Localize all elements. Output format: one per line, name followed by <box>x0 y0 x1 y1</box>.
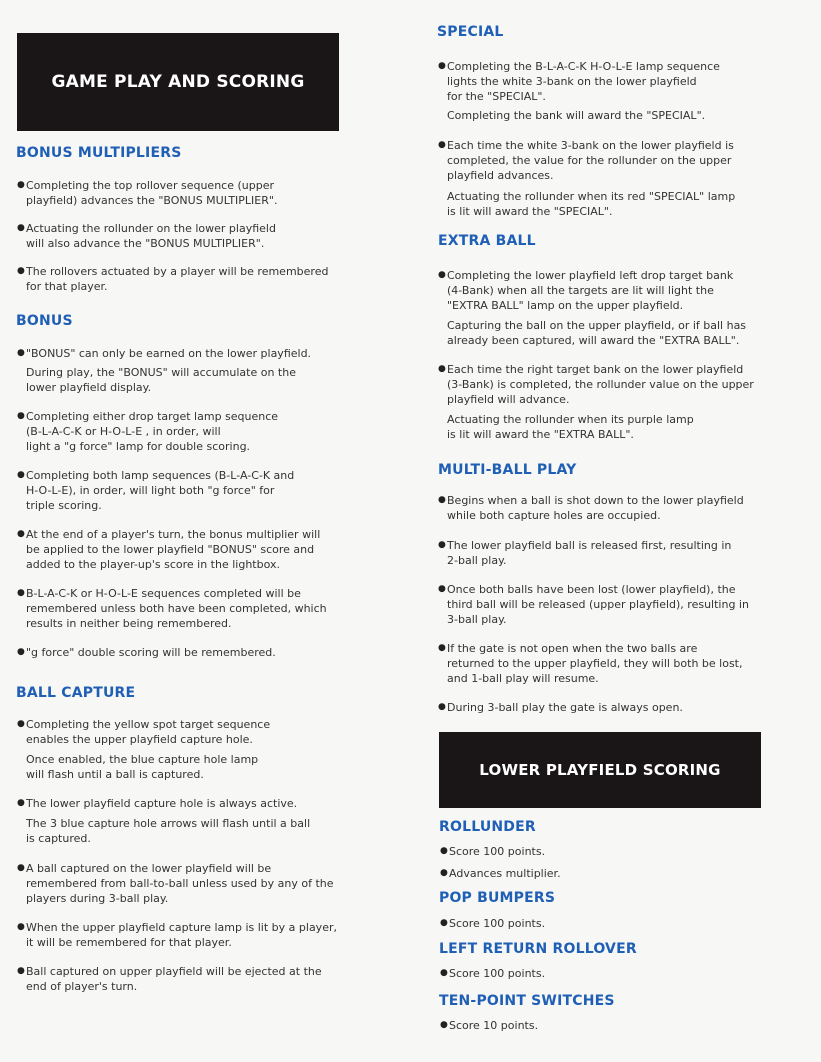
bullet: ● <box>17 922 25 932</box>
special-item-1-line-1: Completing the B-L-A-C-K H-O-L-E lamp sequence <box>447 60 720 73</box>
bullet: ● <box>17 180 25 190</box>
bonus-heading: BONUS <box>16 313 73 329</box>
game-play-banner <box>17 33 339 131</box>
extra-ball-item-2-line-1: Capturing the ball on the upper playfield, or if ball has <box>447 319 747 332</box>
bullet: ● <box>440 1020 448 1030</box>
special-heading: SPECIAL <box>437 24 504 40</box>
bullet: ● <box>440 968 448 978</box>
special-item-4-line-2: is lit will award the "SPECIAL". <box>447 205 613 218</box>
special-item-1-line-2: lights the white 3-bank on the lower playfield <box>447 75 697 88</box>
bullet: ● <box>438 495 446 505</box>
bonus-item-4-line-1: Completing both lamp sequences (B-L-A-C-K and <box>26 469 295 482</box>
bullet: ● <box>438 364 446 374</box>
bullet: ● <box>17 223 25 233</box>
bullet: ● <box>17 411 25 421</box>
bullet: ● <box>438 61 446 71</box>
special-item-3-line-2: completed, the value for the rollunder on the upper <box>447 154 732 167</box>
bullet: ● <box>438 702 446 712</box>
bullet: ● <box>17 588 25 598</box>
extra-ball-item-1-line-1: Completing the lower playfield left drop target bank <box>447 269 734 282</box>
extra-ball-item-3-line-3: playfield will advance. <box>447 393 570 406</box>
extra-ball-item-1-line-3: "EXTRA BALL" lamp on the upper playfield. <box>447 299 684 312</box>
bonus-item-3-line-3: light a "g force" lamp for double scoring. <box>26 440 251 453</box>
bonus-item-7-line-1: "g force" double scoring will be remembered. <box>26 646 276 659</box>
lower-playfield-banner-title: LOWER PLAYFIELD SCORING <box>479 761 721 779</box>
bullet: ● <box>438 540 446 550</box>
bullet: ● <box>17 266 25 276</box>
multi-ball-item-2-line-2: 2-ball play. <box>447 554 507 567</box>
bullet: ● <box>17 348 25 358</box>
bonus-item-5-line-3: added to the player-up's score in the lightbox. <box>26 558 280 571</box>
multi-ball-item-4-line-1: If the gate is not open when the two balls are <box>447 642 698 655</box>
multi-ball-item-1-line-2: while both capture holes are occupied. <box>447 509 661 522</box>
bullet: ● <box>17 719 25 729</box>
special-item-1-line-3: for the "SPECIAL". <box>447 90 546 103</box>
bonus-multipliers-item-2-line-1: Actuating the rollunder on the lower playfield <box>26 222 276 235</box>
game-play-banner-title: GAME PLAY AND SCORING <box>51 72 305 92</box>
bonus-item-1-line-1: "BONUS" can only be earned on the lower playfield. <box>26 347 312 360</box>
bullet: ● <box>438 643 446 653</box>
ten-point-item-1: Score 10 points. <box>449 1019 539 1032</box>
extra-ball-item-4-line-2: is lit will award the "EXTRA BALL". <box>447 428 634 441</box>
ball-capture-item-6-line-2: it will be remembered for that player. <box>26 936 232 949</box>
ball-capture-item-2-line-2: will flash until a ball is captured. <box>26 768 204 781</box>
ball-capture-item-5-line-2: remembered from ball-to-ball unless used by any of the <box>26 877 334 890</box>
bonus-item-4-line-3: triple scoring. <box>26 499 102 512</box>
multi-ball-item-4-line-2: returned to the upper playfield, they will both be lost, <box>447 657 743 670</box>
ball-capture-item-7-line-2: end of player's turn. <box>26 980 138 993</box>
extra-ball-item-3-line-2: (3-Bank) is completed, the rollunder value on the upper <box>447 378 754 391</box>
bullet: ● <box>17 647 25 657</box>
bonus-item-6-line-1: B-L-A-C-K or H-O-L-E sequences completed will be <box>26 587 301 600</box>
extra-ball-item-3-line-1: Each time the right target bank on the lower playfield <box>447 363 744 376</box>
bullet: ● <box>440 846 448 856</box>
bonus-multipliers-item-1-line-2: playfield) advances the "BONUS MULTIPLIER". <box>26 194 278 207</box>
multi-ball-item-4-line-3: and 1-ball play will resume. <box>447 672 599 685</box>
rollunder-item-2: Advances multiplier. <box>449 867 561 880</box>
bonus-item-5-line-1: At the end of a player's turn, the bonus multiplier will <box>26 528 321 541</box>
bonus-multipliers-item-3-line-1: The rollovers actuated by a player will be remembered <box>26 265 329 278</box>
ball-capture-item-5-line-3: players during 3-ball play. <box>26 892 169 905</box>
multi-ball-item-3-line-1: Once both balls have been lost (lower playfield), the <box>447 583 736 596</box>
ball-capture-item-5-line-1: A ball captured on the lower playfield will be <box>26 862 272 875</box>
extra-ball-item-2-line-2: already been captured, will award the "EXTRA BALL". <box>447 334 740 347</box>
rollunder-item-1: Score 100 points. <box>449 845 546 858</box>
bullet: ● <box>17 529 25 539</box>
bonus-multipliers-item-1-line-1: Completing the top rollover sequence (upper <box>26 179 274 192</box>
bonus-multipliers-heading: BONUS MULTIPLIERS <box>16 145 182 161</box>
ball-capture-item-2-line-1: Once enabled, the blue capture hole lamp <box>26 753 259 766</box>
left-return-heading: LEFT RETURN ROLLOVER <box>439 941 637 957</box>
multi-ball-item-5-line-1: During 3-ball play the gate is always open. <box>447 701 683 714</box>
bullet: ● <box>17 966 25 976</box>
bonus-multipliers-item-2-line-2: will also advance the "BONUS MULTIPLIER". <box>26 237 265 250</box>
bullet: ● <box>438 270 446 280</box>
bullet: ● <box>438 140 446 150</box>
extra-ball-heading: EXTRA BALL <box>438 233 536 249</box>
rollunder-heading: ROLLUNDER <box>439 819 536 835</box>
bullet: ● <box>440 868 448 878</box>
ball-capture-item-1-line-1: Completing the yellow spot target sequence <box>26 718 271 731</box>
multi-ball-item-2-line-1: The lower playfield ball is released first, resulting in <box>447 539 732 552</box>
special-item-3-line-1: Each time the white 3-bank on the lower playfield is <box>447 139 734 152</box>
special-item-4-line-1: Actuating the rollunder when its red "SPECIAL" lamp <box>447 190 736 203</box>
bullet: ● <box>17 798 25 808</box>
multi-ball-item-3-line-2: third ball will be released (upper playfield), resulting in <box>447 598 749 611</box>
bonus-item-2-line-2: lower playfield display. <box>26 381 152 394</box>
bonus-item-6-line-3: results in neither being remembered. <box>26 617 232 630</box>
bonus-item-5-line-2: be applied to the lower playfield "BONUS" score and <box>26 543 315 556</box>
bullet: ● <box>440 918 448 928</box>
pop-bumpers-item-1: Score 100 points. <box>449 917 546 930</box>
ten-point-heading: TEN-POINT SWITCHES <box>439 993 615 1009</box>
multi-ball-item-3-line-3: 3-ball play. <box>447 613 507 626</box>
multi-ball-heading: MULTI-BALL PLAY <box>438 462 577 478</box>
bullet: ● <box>438 584 446 594</box>
ball-capture-item-4-line-2: is captured. <box>26 832 91 845</box>
bonus-multipliers-item-3-line-2: for that player. <box>26 280 108 293</box>
bullet: ● <box>17 863 25 873</box>
bonus-item-4-line-2: H-O-L-E), in order, will light both "g force" for <box>26 484 275 497</box>
pop-bumpers-heading: POP BUMPERS <box>439 890 556 906</box>
special-item-2-line-1: Completing the bank will award the "SPECIAL". <box>447 109 706 122</box>
bonus-item-6-line-2: remembered unless both have been completed, which <box>26 602 327 615</box>
left-return-item-1: Score 100 points. <box>449 967 546 980</box>
ball-capture-item-3-line-1: The lower playfield capture hole is always active. <box>26 797 298 810</box>
bullet: ● <box>17 470 25 480</box>
bonus-item-3-line-2: (B-L-A-C-K or H-O-L-E , in order, will <box>26 425 221 438</box>
multi-ball-item-1-line-1: Begins when a ball is shot down to the lower playfield <box>447 494 744 507</box>
ball-capture-item-4-line-1: The 3 blue capture hole arrows will flash until a ball <box>26 817 311 830</box>
extra-ball-item-4-line-1: Actuating the rollunder when its purple lamp <box>447 413 694 426</box>
ball-capture-item-1-line-2: enables the upper playfield capture hole. <box>26 733 253 746</box>
lower-playfield-banner <box>439 732 761 808</box>
bonus-item-2-line-1: During play, the "BONUS" will accumulate on the <box>26 366 296 379</box>
special-item-3-line-3: playfield advances. <box>447 169 554 182</box>
ball-capture-heading: BALL CAPTURE <box>16 685 136 701</box>
extra-ball-item-1-line-2: (4-Bank) when all the targets are lit will light the <box>447 284 714 297</box>
bonus-item-3-line-1: Completing either drop target lamp sequence <box>26 410 279 423</box>
ball-capture-item-7-line-1: Ball captured on upper playfield will be ejected at the <box>26 965 322 978</box>
ball-capture-item-6-line-1: When the upper playfield capture lamp is lit by a player, <box>26 921 337 934</box>
